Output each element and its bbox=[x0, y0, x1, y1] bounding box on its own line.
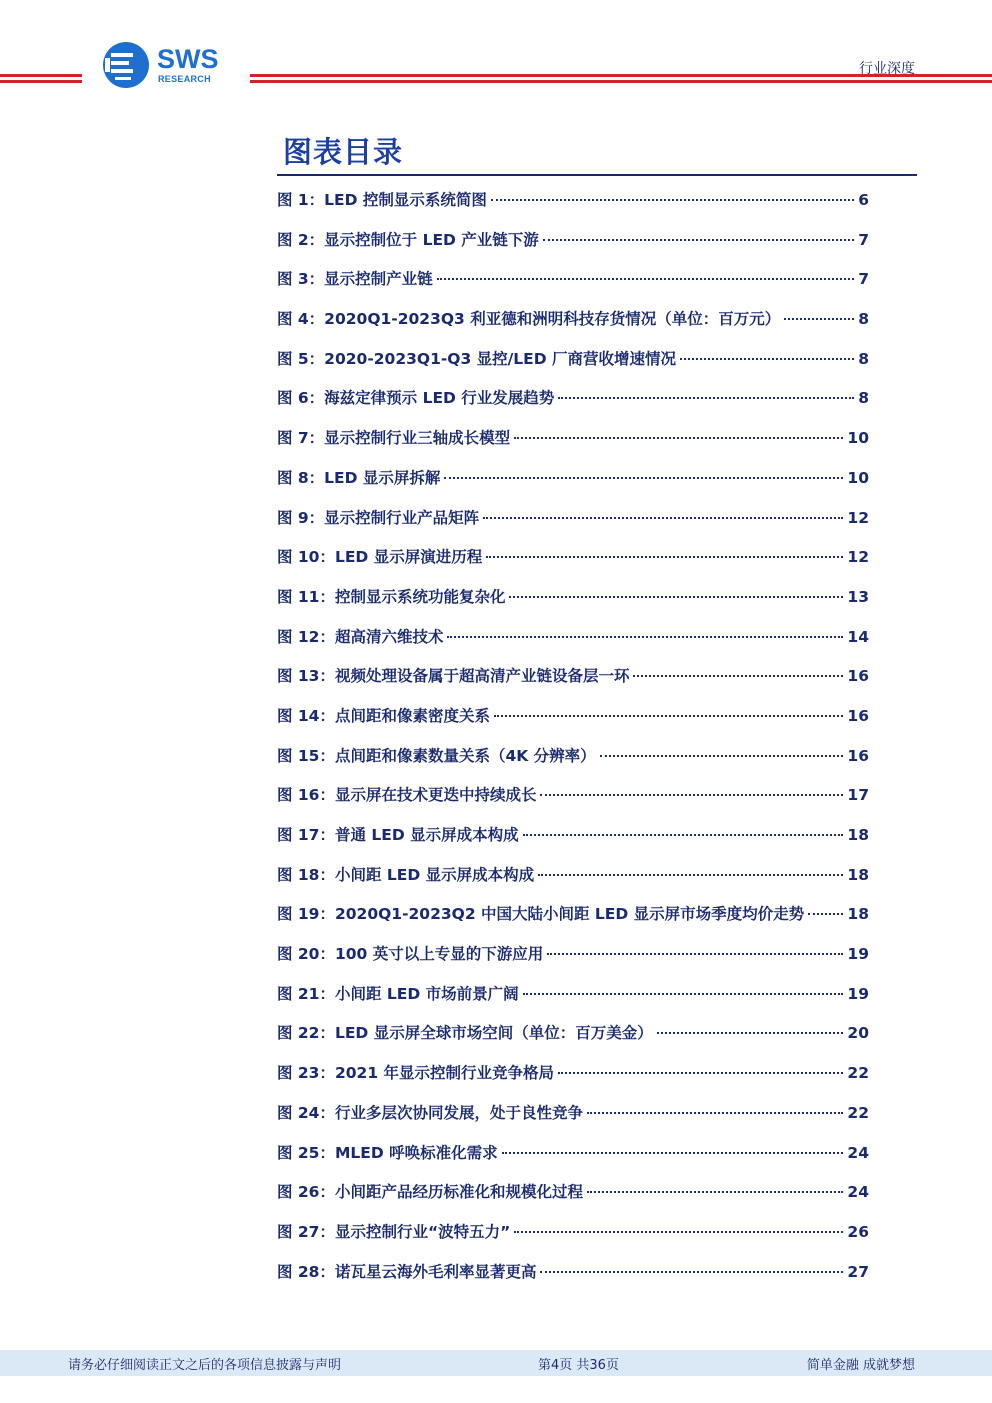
toc-dot-leader bbox=[633, 675, 843, 677]
toc-entry[interactable] bbox=[277, 982, 869, 1022]
toc-entry-page: 8 bbox=[858, 310, 869, 329]
toc-entry-page: 27 bbox=[847, 1262, 869, 1281]
toc-dot-leader bbox=[587, 1191, 843, 1193]
toc-entry[interactable] bbox=[277, 1141, 869, 1181]
toc-dot-leader bbox=[547, 953, 843, 955]
toc-entry-page: 18 bbox=[847, 905, 869, 924]
toc-dot-leader bbox=[437, 278, 855, 280]
toc-entry-page: 6 bbox=[858, 191, 869, 209]
figure-toc-list bbox=[277, 188, 869, 1299]
toc-entry-label: 图 23：2021 年显示控制行业竞争格局 bbox=[277, 1064, 555, 1083]
toc-dot-leader bbox=[540, 794, 843, 796]
toc-entry-page: 12 bbox=[847, 548, 869, 567]
toc-dot-leader bbox=[502, 1152, 844, 1154]
logo-subtext: RESEARCH bbox=[158, 74, 211, 84]
toc-entry-label: 图 19：2020Q1-2023Q2 中国大陆小间距 LED 显示屏市场季度均价走势 bbox=[277, 905, 805, 924]
toc-entry-label: 图 6：海兹定律预示 LED 行业发展趋势 bbox=[277, 389, 555, 408]
toc-entry-page: 18 bbox=[847, 826, 869, 844]
toc-entry-label: 图 4：2020Q1-2023Q3 利亚德和洲明科技存货情况（单位：百万元） bbox=[277, 310, 781, 329]
sws-globe-icon bbox=[101, 40, 151, 90]
toc-entry-label: 图 14：点间距和像素密度关系 bbox=[277, 706, 490, 725]
toc-dot-leader bbox=[509, 596, 843, 598]
toc-dot-leader bbox=[523, 993, 844, 995]
toc-entry[interactable] bbox=[277, 1101, 869, 1141]
toc-dot-leader bbox=[538, 874, 843, 876]
toc-entry-label: 图 26：小间距产品经历标准化和规模化过程 bbox=[277, 1183, 583, 1202]
toc-entry[interactable] bbox=[277, 902, 869, 942]
toc-entry-page: 13 bbox=[847, 587, 869, 606]
toc-entry-label: 图 8：LED 显示屏拆解 bbox=[277, 468, 441, 487]
toc-entry-label: 图 11：控制显示系统功能复杂化 bbox=[277, 587, 506, 606]
toc-entry-page: 7 bbox=[858, 270, 869, 289]
toc-entry-page: 17 bbox=[847, 786, 869, 805]
toc-dot-leader bbox=[558, 397, 854, 399]
footer-page-info: 第4页 共36页 bbox=[538, 1358, 619, 1373]
footer-disclaimer: 请务必仔细阅读正文之后的各项信息披露与声明 bbox=[68, 1358, 342, 1373]
toc-entry[interactable] bbox=[277, 506, 869, 546]
toc-entry-page: 24 bbox=[847, 1143, 869, 1162]
report-category: 行业深度 bbox=[859, 61, 915, 77]
toc-entry-label: 图 22：LED 显示屏全球市场空间（单位：百万美金） bbox=[277, 1024, 653, 1043]
toc-entry-label: 图 9：显示控制行业产品矩阵 bbox=[277, 508, 480, 527]
toc-entry-page: 16 bbox=[847, 746, 869, 765]
toc-dot-leader bbox=[784, 318, 854, 320]
toc-dot-leader bbox=[680, 358, 854, 360]
toc-dot-leader bbox=[483, 517, 843, 519]
toc-entry-label: 图 24：行业多层次协同发展，处于良性竞争 bbox=[277, 1103, 583, 1122]
toc-entry[interactable] bbox=[277, 1260, 869, 1300]
toc-entry[interactable] bbox=[277, 1061, 869, 1101]
toc-entry[interactable] bbox=[277, 386, 869, 426]
toc-entry-page: 16 bbox=[847, 706, 869, 725]
toc-entry-label: 图 28：诺瓦星云海外毛利率显著更高 bbox=[277, 1262, 537, 1281]
toc-entry[interactable] bbox=[277, 1021, 869, 1061]
toc-entry-label: 图 7：显示控制行业三轴成长模型 bbox=[277, 429, 511, 448]
toc-entry[interactable] bbox=[277, 585, 869, 625]
toc-entry-label: 图 27：显示控制行业“波特五力” bbox=[277, 1222, 511, 1241]
toc-entry-label: 图 12：超高清六维技术 bbox=[277, 627, 444, 646]
toc-entry[interactable] bbox=[277, 744, 869, 784]
toc-entry[interactable] bbox=[277, 1220, 869, 1260]
toc-entry-label: 图 2：显示控制位于 LED 产业链下游 bbox=[277, 230, 539, 249]
toc-dot-leader bbox=[523, 834, 844, 836]
toc-dot-leader bbox=[447, 636, 843, 638]
toc-entry[interactable] bbox=[277, 942, 869, 982]
toc-dot-leader bbox=[494, 715, 843, 717]
toc-entry[interactable] bbox=[277, 267, 869, 307]
toc-dot-leader bbox=[808, 913, 843, 915]
toc-entry-page: 18 bbox=[847, 865, 869, 884]
toc-entry[interactable] bbox=[277, 466, 869, 506]
toc-entry-label: 图 21：小间距 LED 市场前景广阔 bbox=[277, 984, 519, 1003]
toc-dot-leader bbox=[600, 755, 844, 757]
toc-dot-leader bbox=[486, 556, 843, 558]
toc-dot-leader bbox=[540, 1271, 843, 1273]
toc-entry-label: 图 25：MLED 呼唤标准化需求 bbox=[277, 1143, 498, 1162]
toc-entry[interactable] bbox=[277, 1180, 869, 1220]
toc-entry-page: 24 bbox=[847, 1183, 869, 1202]
toc-entry-label: 图 10：LED 显示屏演进历程 bbox=[277, 548, 483, 567]
toc-entry[interactable] bbox=[277, 625, 869, 665]
toc-entry-page: 20 bbox=[847, 1024, 869, 1043]
toc-entry-page: 26 bbox=[847, 1222, 869, 1241]
toc-entry-page: 10 bbox=[847, 429, 869, 448]
toc-entry[interactable] bbox=[277, 307, 869, 347]
toc-entry-page: 22 bbox=[847, 1103, 869, 1122]
logo-text: SWS bbox=[157, 44, 219, 74]
toc-entry-page: 14 bbox=[847, 627, 869, 646]
toc-dot-leader bbox=[514, 1231, 843, 1233]
toc-entry-page: 22 bbox=[847, 1064, 869, 1083]
toc-entry-label: 图 16：显示屏在技术更迭中持续成长 bbox=[277, 786, 537, 805]
toc-entry-page: 8 bbox=[858, 389, 869, 408]
toc-dot-leader bbox=[657, 1032, 844, 1034]
toc-entry-page: 8 bbox=[858, 349, 869, 368]
toc-entry[interactable] bbox=[277, 863, 869, 903]
toc-entry[interactable] bbox=[277, 545, 869, 585]
toc-entry-page: 10 bbox=[847, 468, 869, 487]
title-divider bbox=[277, 174, 917, 176]
toc-entry-page: 19 bbox=[847, 945, 869, 964]
toc-dot-leader bbox=[491, 199, 854, 201]
toc-entry-label: 图 3：显示控制产业链 bbox=[277, 270, 433, 289]
header-rule-left bbox=[0, 74, 82, 88]
toc-entry[interactable] bbox=[277, 823, 869, 863]
toc-entry-label: 图 15：点间距和像素数量关系（4K 分辨率） bbox=[277, 746, 596, 765]
page-title: 图表目录 bbox=[283, 135, 404, 169]
toc-dot-leader bbox=[514, 437, 843, 439]
toc-dot-leader bbox=[444, 477, 843, 479]
sws-logo bbox=[101, 40, 231, 90]
toc-entry[interactable] bbox=[277, 228, 869, 268]
toc-entry-label: 图 5：2020-2023Q1-Q3 显控/LED 厂商营收增速情况 bbox=[277, 349, 677, 368]
toc-entry-label: 图 13：视频处理设备属于超高清产业链设备层一环 bbox=[277, 667, 630, 686]
toc-entry[interactable] bbox=[277, 783, 869, 823]
toc-entry-label: 图 18：小间距 LED 显示屏成本构成 bbox=[277, 865, 535, 884]
toc-entry[interactable] bbox=[277, 347, 869, 387]
toc-dot-leader bbox=[558, 1072, 843, 1074]
footer-slogan: 简单金融 成就梦想 bbox=[806, 1358, 915, 1373]
toc-entry[interactable] bbox=[277, 704, 869, 744]
toc-dot-leader bbox=[587, 1112, 843, 1114]
toc-entry-label: 图 20：100 英寸以上专显的下游应用 bbox=[277, 945, 544, 964]
toc-entry-label: 图 1：LED 控制显示系统简图 bbox=[277, 191, 487, 209]
toc-entry[interactable] bbox=[277, 188, 869, 228]
toc-entry-page: 7 bbox=[858, 230, 869, 249]
toc-entry[interactable] bbox=[277, 664, 869, 704]
toc-entry-page: 12 bbox=[847, 508, 869, 527]
toc-dot-leader bbox=[543, 239, 854, 241]
toc-entry-page: 16 bbox=[847, 667, 869, 686]
toc-entry[interactable] bbox=[277, 426, 869, 466]
toc-entry-page: 19 bbox=[847, 984, 869, 1003]
toc-entry-label: 图 17：普通 LED 显示屏成本构成 bbox=[277, 826, 519, 844]
